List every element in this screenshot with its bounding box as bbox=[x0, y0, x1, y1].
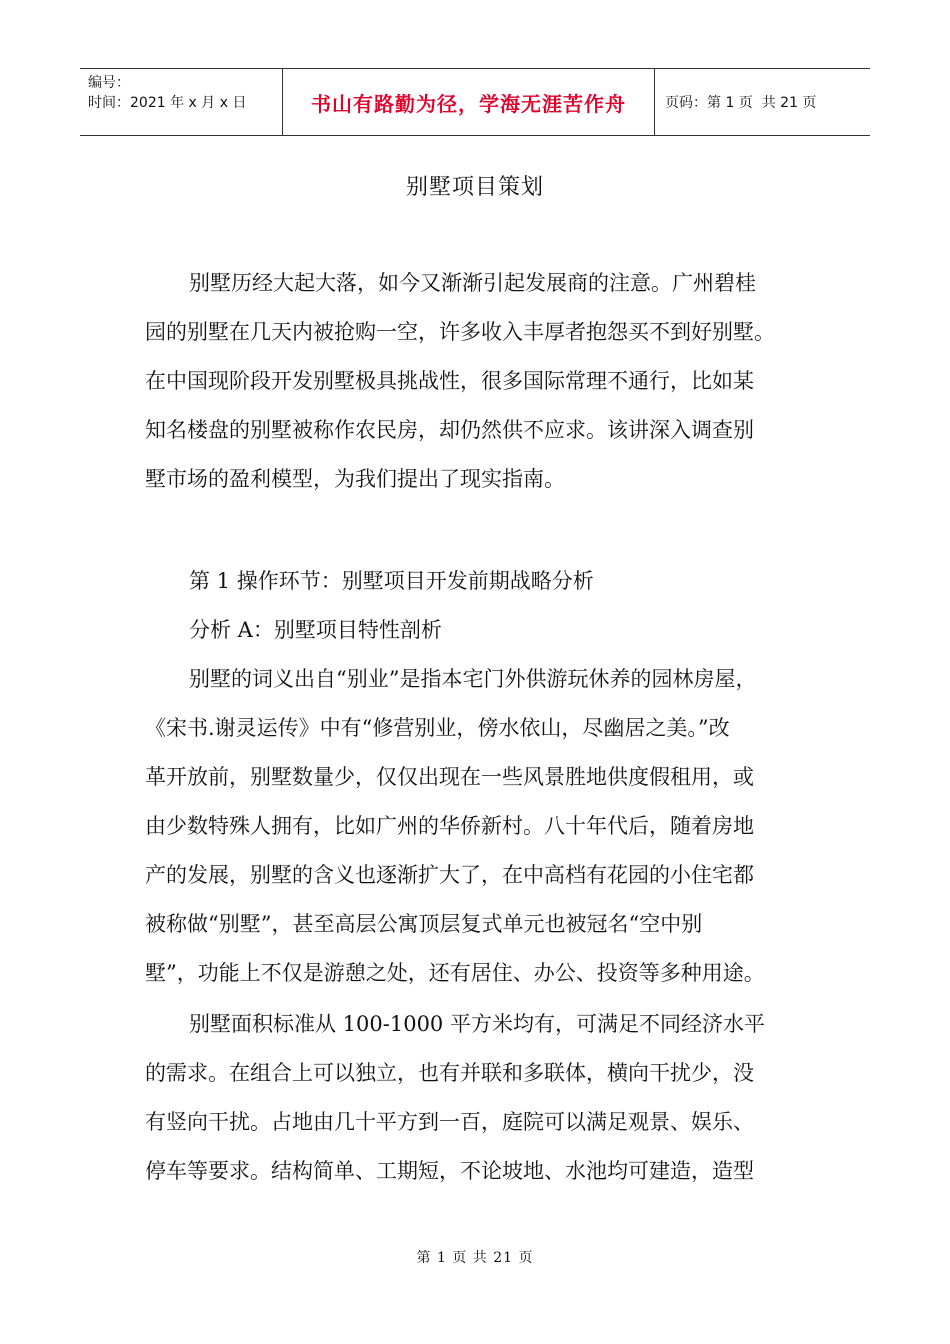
header-table bbox=[80, 68, 870, 136]
text-line: 由少数特殊人拥有，比如广州的华侨新村。八十年代后，随着房地 bbox=[145, 814, 754, 838]
section-heading: 第 1 操作环节：别墅项目开发前期战略分析 bbox=[189, 569, 594, 593]
header-meta-cell bbox=[80, 69, 283, 135]
header-page-info: 页码：第 1 页 共 21 页 bbox=[665, 95, 817, 111]
text-line: 别墅历经大起大落，如今又渐渐引起发展商的注意。广州碧桂 bbox=[189, 271, 756, 295]
paragraph-definition-text bbox=[145, 655, 825, 998]
paragraph-definition bbox=[145, 655, 825, 998]
text-line: 产的发展，别墅的含义也逐渐扩大了，在中高档有花园的小住宅都 bbox=[145, 863, 754, 887]
header-page-cell bbox=[655, 69, 870, 135]
document-title: 别墅项目策划 bbox=[405, 175, 544, 200]
text-line: 停车等要求。结构简单、工期短，不论坡地、水池均可建造，造型 bbox=[145, 1159, 754, 1183]
document-number-label: 编号： bbox=[88, 75, 130, 91]
text-line: 知名楼盘的别墅被称作农民房，却仍然供不应求。该讲深入调查别 bbox=[145, 418, 754, 442]
text-line: 别墅面积标准从 100-1000 平方米均有，可满足不同经济水平 bbox=[189, 1012, 765, 1036]
paragraph-intro bbox=[145, 259, 825, 504]
header-motto-cell bbox=[283, 69, 655, 135]
text-line: 《宋书.谢灵运传》中有“修营别业，傍水依山，尽幽居之美。”改 bbox=[145, 716, 730, 740]
text-line: 在中国现阶段开发别墅极具挑战性，很多国际常理不通行，比如某 bbox=[145, 369, 754, 393]
text-line: 墅”，功能上不仅是游憩之处，还有居住、办公、投资等多种用途。 bbox=[145, 961, 765, 985]
text-line: 的需求。在组合上可以独立，也有并联和多联体，横向干扰少，没 bbox=[145, 1061, 754, 1085]
paragraph-intro-text bbox=[145, 259, 825, 504]
paragraph-area bbox=[145, 1000, 825, 1196]
text-line: 革开放前，别墅数量少，仅仅出现在一些风景胜地供度假租用，或 bbox=[145, 765, 754, 789]
section-heading-block bbox=[145, 557, 825, 655]
page-footer: 第 1 页 共 21 页 bbox=[416, 1250, 534, 1266]
analysis-heading: 分析 A：别墅项目特性剖析 bbox=[189, 618, 442, 642]
text-line: 别墅的词义出自“别业”是指本宅门外供游玩休养的园林房屋， bbox=[189, 667, 757, 691]
paragraph-area-text bbox=[145, 1000, 825, 1196]
text-line: 被称做“别墅”，甚至高层公寓顶层复式单元也被冠名“空中别 bbox=[145, 912, 703, 936]
text-line: 有竖向干扰。占地由几十平方到一百，庭院可以满足观景、娱乐、 bbox=[145, 1110, 754, 1134]
text-line: 园的别墅在几天内被抢购一空，许多收入丰厚者抱怨买不到好别墅。 bbox=[145, 320, 775, 344]
document-date-label: 时间：2021 年 x 月 x 日 bbox=[88, 95, 247, 111]
text-line: 墅市场的盈利模型，为我们提出了现实指南。 bbox=[145, 467, 565, 491]
header-motto: 书山有路勤为径，学海无涯苦作舟 bbox=[311, 91, 626, 116]
